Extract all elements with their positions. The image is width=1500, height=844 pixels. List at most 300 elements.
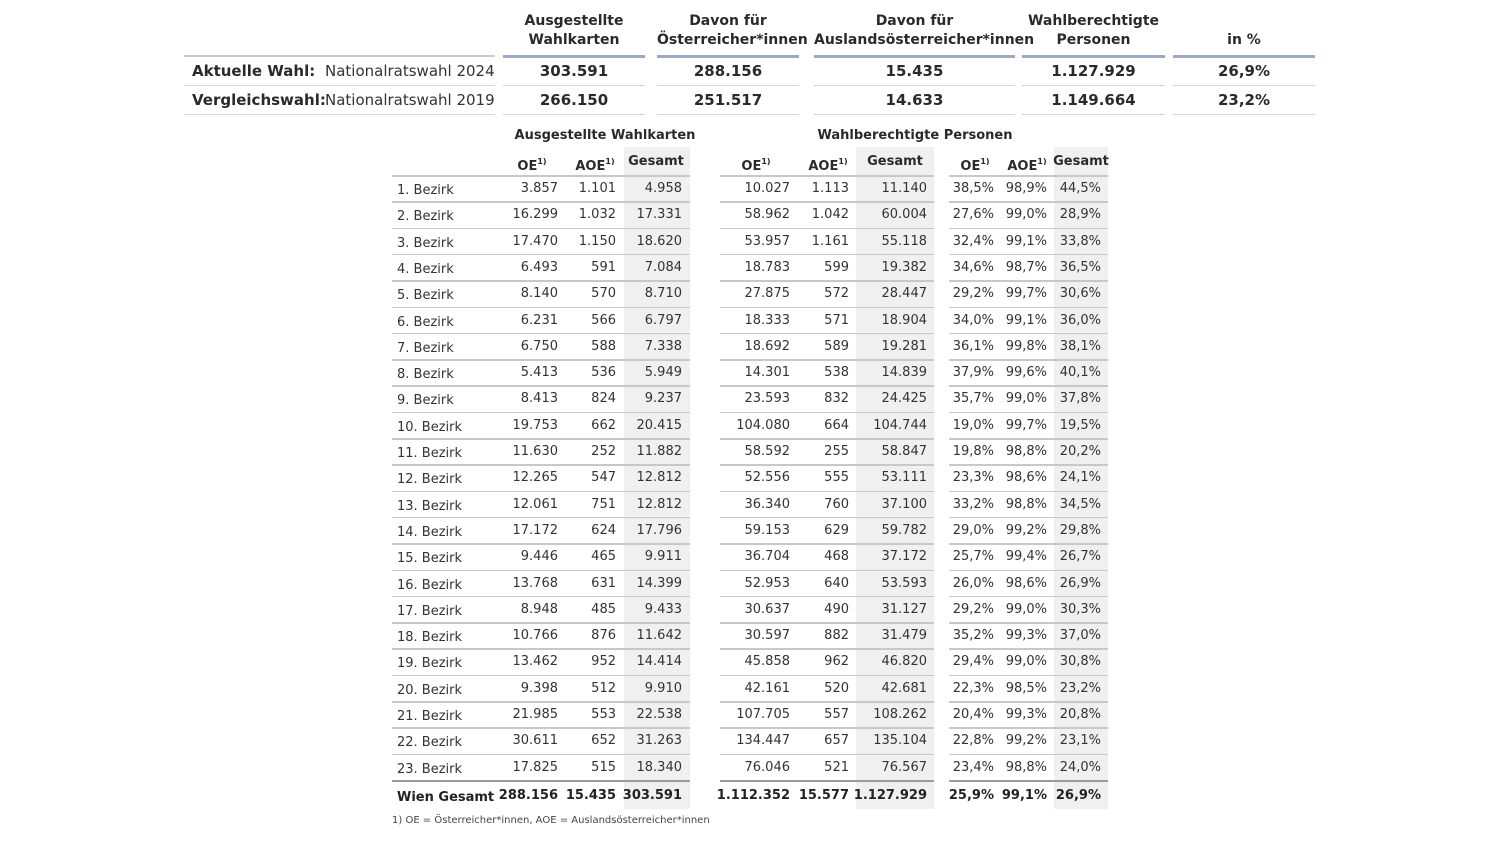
table-cell: 99,7% xyxy=(1005,286,1047,302)
table-cell: 252 xyxy=(591,444,616,459)
table-cell: 53.593 xyxy=(881,575,927,591)
table-cell: 566 xyxy=(591,312,616,328)
table-cell: 571 xyxy=(824,312,849,328)
table-cell: 1.042 xyxy=(811,207,849,223)
district-name: 4. Bezirk xyxy=(397,261,454,277)
table-cell: 34,0% xyxy=(952,312,994,328)
table-cell: 59.153 xyxy=(744,522,790,538)
table-cell: 26,0% xyxy=(952,575,994,591)
table-cell: 591 xyxy=(591,259,616,275)
table-cell: 465 xyxy=(591,549,616,565)
group-header: Wahlberechtigte Personen xyxy=(817,128,1013,143)
column-header-label: OE xyxy=(741,159,762,174)
summary-value: 26,9% xyxy=(1217,62,1271,80)
summary-header-line xyxy=(1173,12,1315,31)
table-cell: 555 xyxy=(824,470,849,486)
table-cell: 17.470 xyxy=(512,233,558,249)
table-row xyxy=(0,702,1500,728)
table-cell: 520 xyxy=(824,680,849,696)
table-cell: 53.111 xyxy=(881,470,927,486)
table-row xyxy=(0,176,1500,202)
summary-value: 1.127.929 xyxy=(1051,62,1136,80)
table-cell: 30.637 xyxy=(744,601,790,617)
table-cell: 18.620 xyxy=(636,233,682,249)
table-cell: 28,9% xyxy=(1059,207,1101,223)
table-cell: 134.447 xyxy=(736,733,790,749)
table-cell: 12.812 xyxy=(636,496,682,512)
table-cell: 882 xyxy=(824,628,849,644)
table-cell: 37.100 xyxy=(881,496,927,512)
table-cell: 536 xyxy=(591,365,616,381)
table-cell: 45.858 xyxy=(744,654,790,670)
table-cell: 962 xyxy=(824,654,849,670)
district-name: 5. Bezirk xyxy=(397,288,454,304)
footnote: 1) OE = Österreicher*innen, AOE = Auslandsösterreicher*innen xyxy=(392,815,710,826)
table-cell: 6.750 xyxy=(520,338,558,354)
table-cell: 40,1% xyxy=(1059,365,1101,381)
table-cell: 468 xyxy=(824,549,849,565)
summary-header xyxy=(1173,12,1315,56)
table-cell: 20.415 xyxy=(636,417,682,433)
table-cell: 22,8% xyxy=(952,733,994,749)
table-cell: 52.556 xyxy=(744,470,790,486)
summary-value: 14.633 xyxy=(885,91,944,109)
table-row xyxy=(0,492,1500,518)
table-cell: 25,9% xyxy=(948,787,994,803)
table-cell: 652 xyxy=(591,733,616,749)
table-row xyxy=(0,255,1500,281)
row-divider xyxy=(814,114,1015,115)
table-cell: 15.577 xyxy=(798,787,849,803)
table-row xyxy=(0,649,1500,675)
table-cell: 751 xyxy=(591,496,616,512)
summary-header xyxy=(657,12,808,56)
table-cell: 7.084 xyxy=(644,259,682,275)
table-cell: 32,4% xyxy=(952,233,994,249)
district-name: 8. Bezirk xyxy=(397,367,454,383)
district-name: 14. Bezirk xyxy=(397,524,463,540)
column-header xyxy=(1041,148,1121,176)
table-cell: 76.046 xyxy=(744,759,790,775)
table-cell: 589 xyxy=(824,338,849,354)
table-row xyxy=(0,281,1500,307)
table-cell: 58.592 xyxy=(744,444,790,459)
table-cell: 58.847 xyxy=(881,444,927,459)
table-cell: 19.281 xyxy=(881,338,927,354)
table-cell: 98,9% xyxy=(1005,181,1047,196)
column-header-label: Gesamt xyxy=(867,154,923,169)
table-cell: 9.398 xyxy=(520,680,558,696)
summary-value: 303.591 xyxy=(539,62,609,80)
table-cell: 99,1% xyxy=(1001,787,1047,803)
table-cell: 547 xyxy=(591,470,616,486)
table-cell: 29,0% xyxy=(952,522,994,538)
table-cell: 31.127 xyxy=(881,601,927,617)
table-cell: 23,4% xyxy=(952,759,994,775)
table-cell: 6.231 xyxy=(520,312,558,328)
table-cell: 21.985 xyxy=(512,707,558,722)
table-cell: 99,0% xyxy=(1005,391,1047,407)
footnote-marker: 1) xyxy=(980,157,990,166)
table-cell: 55.118 xyxy=(881,233,927,249)
table-row xyxy=(0,597,1500,623)
summary-header-line: Ausgestellte xyxy=(524,13,624,29)
column-header xyxy=(855,148,935,176)
table-cell: 23,1% xyxy=(1059,733,1101,749)
table-cell: 30,3% xyxy=(1059,601,1101,617)
table-cell: 15.435 xyxy=(565,787,616,803)
table-row xyxy=(0,676,1500,702)
table-row xyxy=(0,439,1500,465)
table-cell: 17.796 xyxy=(636,522,682,538)
table-cell: 99,6% xyxy=(1005,365,1047,381)
table-cell: 60.004 xyxy=(881,207,927,223)
table-row xyxy=(0,308,1500,334)
table-cell: 36,0% xyxy=(1059,312,1101,328)
table-row xyxy=(0,360,1500,386)
footnote-marker: 1) xyxy=(605,157,615,166)
table-cell: 1.032 xyxy=(578,207,616,223)
table-cell: 664 xyxy=(824,417,849,433)
table-cell: 25,7% xyxy=(952,549,994,565)
table-cell: 11.140 xyxy=(881,181,927,196)
table-cell: 30.597 xyxy=(744,628,790,644)
table-cell: 99,4% xyxy=(1005,549,1047,565)
table-cell: 26,9% xyxy=(1055,787,1101,803)
table-cell: 23.593 xyxy=(744,391,790,407)
summary-header-line: Personen xyxy=(1056,32,1131,48)
table-cell: 99,3% xyxy=(1005,707,1047,722)
table-cell: 760 xyxy=(824,496,849,512)
table-cell: 9.446 xyxy=(520,549,558,565)
table-cell: 14.301 xyxy=(744,365,790,381)
summary-header-line: Wahlkarten xyxy=(528,32,620,48)
table-cell: 624 xyxy=(591,522,616,538)
district-name: 11. Bezirk xyxy=(397,446,463,461)
table-cell: 1.161 xyxy=(811,233,849,249)
row-divider xyxy=(184,114,495,115)
summary-header-line: Wahlberechtigte xyxy=(1027,13,1160,29)
district-name: 2. Bezirk xyxy=(397,209,454,225)
table-cell: 490 xyxy=(824,601,849,617)
table-cell: 17.172 xyxy=(512,522,558,538)
table-cell: 599 xyxy=(824,259,849,275)
table-cell: 18.340 xyxy=(636,759,682,775)
table-cell: 104.080 xyxy=(736,417,790,433)
table-cell: 30,6% xyxy=(1059,286,1101,302)
table-cell: 36,1% xyxy=(952,338,994,354)
table-row xyxy=(0,465,1500,491)
district-name: 7. Bezirk xyxy=(397,340,454,356)
table-cell: 36.340 xyxy=(744,496,790,512)
table-cell: 53.957 xyxy=(744,233,790,249)
table-cell: 99,0% xyxy=(1005,207,1047,223)
table-cell: 303.591 xyxy=(622,787,682,803)
table-cell: 19.753 xyxy=(512,417,558,433)
table-cell: 34,6% xyxy=(952,259,994,275)
table-cell: 12.061 xyxy=(512,496,558,512)
table-cell: 8.948 xyxy=(520,601,558,617)
table-cell: 26,7% xyxy=(1059,549,1101,565)
table-cell: 36.704 xyxy=(744,549,790,565)
table-cell: 13.768 xyxy=(512,575,558,591)
table-cell: 33,8% xyxy=(1059,233,1101,249)
table-cell: 10.766 xyxy=(512,628,558,644)
table-row xyxy=(0,413,1500,439)
table-cell: 1.101 xyxy=(578,181,616,196)
district-name: 9. Bezirk xyxy=(397,393,454,409)
table-cell: 557 xyxy=(824,707,849,722)
summary-value: 266.150 xyxy=(539,91,609,109)
table-cell: 20,8% xyxy=(1059,707,1101,722)
summary-row xyxy=(184,86,1324,114)
table-cell: 107.705 xyxy=(736,707,790,722)
table-cell: 19,8% xyxy=(952,444,994,459)
table-cell: 11.882 xyxy=(636,444,682,459)
table-cell: 28.447 xyxy=(881,286,927,302)
table-cell: 7.338 xyxy=(644,338,682,354)
district-name: 12. Bezirk xyxy=(397,472,463,488)
row-divider xyxy=(503,114,645,115)
table-cell: 19,0% xyxy=(952,417,994,433)
table-row xyxy=(0,229,1500,255)
table-cell: 8.710 xyxy=(644,286,682,302)
table-cell: 5.413 xyxy=(520,365,558,381)
table-cell: 104.744 xyxy=(873,417,927,433)
summary-value: 23,2% xyxy=(1217,91,1271,109)
table-cell: 34,5% xyxy=(1059,496,1101,512)
table-cell: 37,8% xyxy=(1059,391,1101,407)
table-cell: 3.857 xyxy=(520,181,558,196)
table-cell: 36,5% xyxy=(1059,259,1101,275)
summary-header-line: Davon für xyxy=(689,13,767,29)
table-cell: 23,3% xyxy=(952,470,994,486)
district-name: 19. Bezirk xyxy=(397,656,463,672)
table-cell: 30.611 xyxy=(512,733,558,749)
table-cell: 876 xyxy=(591,628,616,644)
election-name: Nationalratswahl 2024 xyxy=(325,62,495,80)
table-cell: 98,7% xyxy=(1005,259,1047,275)
table-cell: 18.333 xyxy=(744,312,790,328)
summary-header-line: Auslandsösterreicher*innen xyxy=(814,32,1035,48)
table-cell: 26,9% xyxy=(1059,575,1101,591)
table-cell: 6.797 xyxy=(644,312,682,328)
table-cell: 38,1% xyxy=(1059,338,1101,354)
column-header-label: AOE xyxy=(1007,159,1038,174)
table-cell: 4.958 xyxy=(644,181,682,196)
table-cell: 31.479 xyxy=(881,628,927,644)
table-cell: 255 xyxy=(824,444,849,459)
table-cell: 29,2% xyxy=(952,286,994,302)
table-cell: 99,2% xyxy=(1005,733,1047,749)
table-cell: 38,5% xyxy=(952,181,994,196)
table-cell: 11.642 xyxy=(636,628,682,644)
summary-header xyxy=(503,12,645,56)
table-cell: 35,7% xyxy=(952,391,994,407)
district-name: 21. Bezirk xyxy=(397,709,463,724)
table-cell: 629 xyxy=(824,522,849,538)
summary-header-line: Davon für xyxy=(875,13,954,29)
summary-value: 15.435 xyxy=(885,62,944,80)
row-label: Aktuelle Wahl: xyxy=(192,62,316,80)
footnote-marker: 1) xyxy=(761,157,771,166)
table-row xyxy=(0,755,1500,781)
district-name: 18. Bezirk xyxy=(397,630,463,646)
table-cell: 27.875 xyxy=(744,286,790,302)
table-cell: 37,9% xyxy=(952,365,994,381)
table-cell: 37,0% xyxy=(1059,628,1101,644)
table-row xyxy=(0,623,1500,649)
total-row xyxy=(0,783,1500,809)
table-row xyxy=(0,544,1500,570)
table-cell: 952 xyxy=(591,654,616,670)
table-cell: 135.104 xyxy=(873,733,927,749)
table-cell: 46.820 xyxy=(881,654,927,670)
column-header-label: Gesamt xyxy=(1053,154,1109,169)
district-name: 22. Bezirk xyxy=(397,735,463,751)
table-cell: 832 xyxy=(824,391,849,407)
table-cell: 35,2% xyxy=(952,628,994,644)
table-cell: 12.812 xyxy=(636,470,682,486)
table-cell: 44,5% xyxy=(1059,181,1101,196)
table-cell: 538 xyxy=(824,365,849,381)
table-cell: 662 xyxy=(591,417,616,433)
table-cell: 515 xyxy=(591,759,616,775)
footnote-marker: 1) xyxy=(838,157,848,166)
table-row xyxy=(0,571,1500,597)
table-cell: 19,5% xyxy=(1059,417,1101,433)
footnote-marker: 1) xyxy=(537,157,547,166)
row-divider xyxy=(1173,114,1315,115)
column-header-label: Gesamt xyxy=(628,154,684,169)
table-row xyxy=(0,518,1500,544)
district-name: 23. Bezirk xyxy=(397,761,463,777)
district-name: 17. Bezirk xyxy=(397,603,463,619)
district-name: 3. Bezirk xyxy=(397,235,454,251)
table-cell: 31.263 xyxy=(636,733,682,749)
table-cell: 1.113 xyxy=(811,181,849,196)
table-cell: 19.382 xyxy=(881,259,927,275)
table-cell: 20,2% xyxy=(1059,444,1101,459)
footnote-marker: 1) xyxy=(1037,157,1047,166)
table-cell: 18.904 xyxy=(881,312,927,328)
summary-value: 1.149.664 xyxy=(1051,91,1136,109)
table-cell: 657 xyxy=(824,733,849,749)
table-row xyxy=(0,386,1500,412)
table-cell: 99,2% xyxy=(1005,522,1047,538)
summary-header xyxy=(1022,12,1165,56)
table-cell: 58.962 xyxy=(744,207,790,223)
table-cell: 98,5% xyxy=(1005,680,1047,696)
table-cell: 23,2% xyxy=(1059,680,1101,696)
table-cell: 99,1% xyxy=(1005,312,1047,328)
summary-value: 288.156 xyxy=(693,62,763,80)
table-cell: 1.127.929 xyxy=(853,787,927,803)
district-name: 13. Bezirk xyxy=(397,498,463,514)
table-cell: 99,7% xyxy=(1005,417,1047,433)
column-header-label: AOE xyxy=(575,159,606,174)
table-cell: 14.399 xyxy=(636,575,682,591)
table-cell: 29,4% xyxy=(952,654,994,670)
district-name: 16. Bezirk xyxy=(397,577,463,593)
table-cell: 9.237 xyxy=(644,391,682,407)
table-cell: 76.567 xyxy=(881,759,927,775)
table-cell: 98,8% xyxy=(1005,759,1047,775)
table-cell: 5.949 xyxy=(644,365,682,381)
table-cell: 570 xyxy=(591,286,616,302)
table-cell: 9.910 xyxy=(644,680,682,696)
table-row xyxy=(0,202,1500,228)
table-cell: 20,4% xyxy=(952,707,994,722)
table-cell: 824 xyxy=(591,391,616,407)
table-cell: 1.150 xyxy=(578,233,616,249)
summary-row xyxy=(184,57,1324,85)
table-cell: 17.331 xyxy=(636,207,682,223)
table-cell: 640 xyxy=(824,575,849,591)
table-cell: 52.953 xyxy=(744,575,790,591)
table-cell: 8.413 xyxy=(520,391,558,407)
table-cell: 99,0% xyxy=(1005,601,1047,617)
table-cell: 108.262 xyxy=(873,707,927,722)
row-divider xyxy=(720,780,934,782)
table-cell: 485 xyxy=(591,601,616,617)
table-cell: 14.414 xyxy=(636,654,682,670)
district-name: 10. Bezirk xyxy=(397,419,463,435)
table-cell: 572 xyxy=(824,286,849,302)
table-cell: 59.782 xyxy=(881,522,927,538)
table-cell: 27,6% xyxy=(952,207,994,223)
table-cell: 6.493 xyxy=(520,259,558,275)
table-cell: 18.692 xyxy=(744,338,790,354)
table-cell: 14.839 xyxy=(881,365,927,381)
table-cell: 99,0% xyxy=(1005,654,1047,670)
table-cell: 631 xyxy=(591,575,616,591)
table-cell: 30,8% xyxy=(1059,654,1101,670)
table-cell: 37.172 xyxy=(881,549,927,565)
district-name: 1. Bezirk xyxy=(397,183,454,198)
table-cell: 16.299 xyxy=(512,207,558,223)
table-cell: 18.783 xyxy=(744,259,790,275)
group-header: Ausgestellte Wahlkarten xyxy=(514,128,696,143)
table-cell: 17.825 xyxy=(512,759,558,775)
district-name: 15. Bezirk xyxy=(397,551,463,567)
table-cell: 24,1% xyxy=(1059,470,1101,486)
table-cell: 1.112.352 xyxy=(716,787,790,803)
row-divider xyxy=(1022,114,1165,115)
table-cell: 24,0% xyxy=(1059,759,1101,775)
table-cell: 22.538 xyxy=(636,707,682,722)
table-cell: 29,8% xyxy=(1059,522,1101,538)
table-cell: 42.161 xyxy=(744,680,790,696)
table-cell: 13.462 xyxy=(512,654,558,670)
row-divider xyxy=(949,780,1108,782)
column-header xyxy=(716,148,796,176)
table-cell: 8.140 xyxy=(520,286,558,302)
summary-header xyxy=(814,12,1035,56)
table-cell: 9.911 xyxy=(644,549,682,565)
table-row xyxy=(0,728,1500,754)
column-header xyxy=(616,148,696,176)
table-cell: 553 xyxy=(591,707,616,722)
table-cell: 12.265 xyxy=(512,470,558,486)
table-cell: 99,1% xyxy=(1005,233,1047,249)
table-cell: 98,6% xyxy=(1005,470,1047,486)
table-cell: 99,8% xyxy=(1005,338,1047,354)
table-cell: 11.630 xyxy=(512,444,558,459)
district-name: 20. Bezirk xyxy=(397,682,463,698)
table-cell: 588 xyxy=(591,338,616,354)
summary-header-line: Österreicher*innen xyxy=(657,32,808,48)
